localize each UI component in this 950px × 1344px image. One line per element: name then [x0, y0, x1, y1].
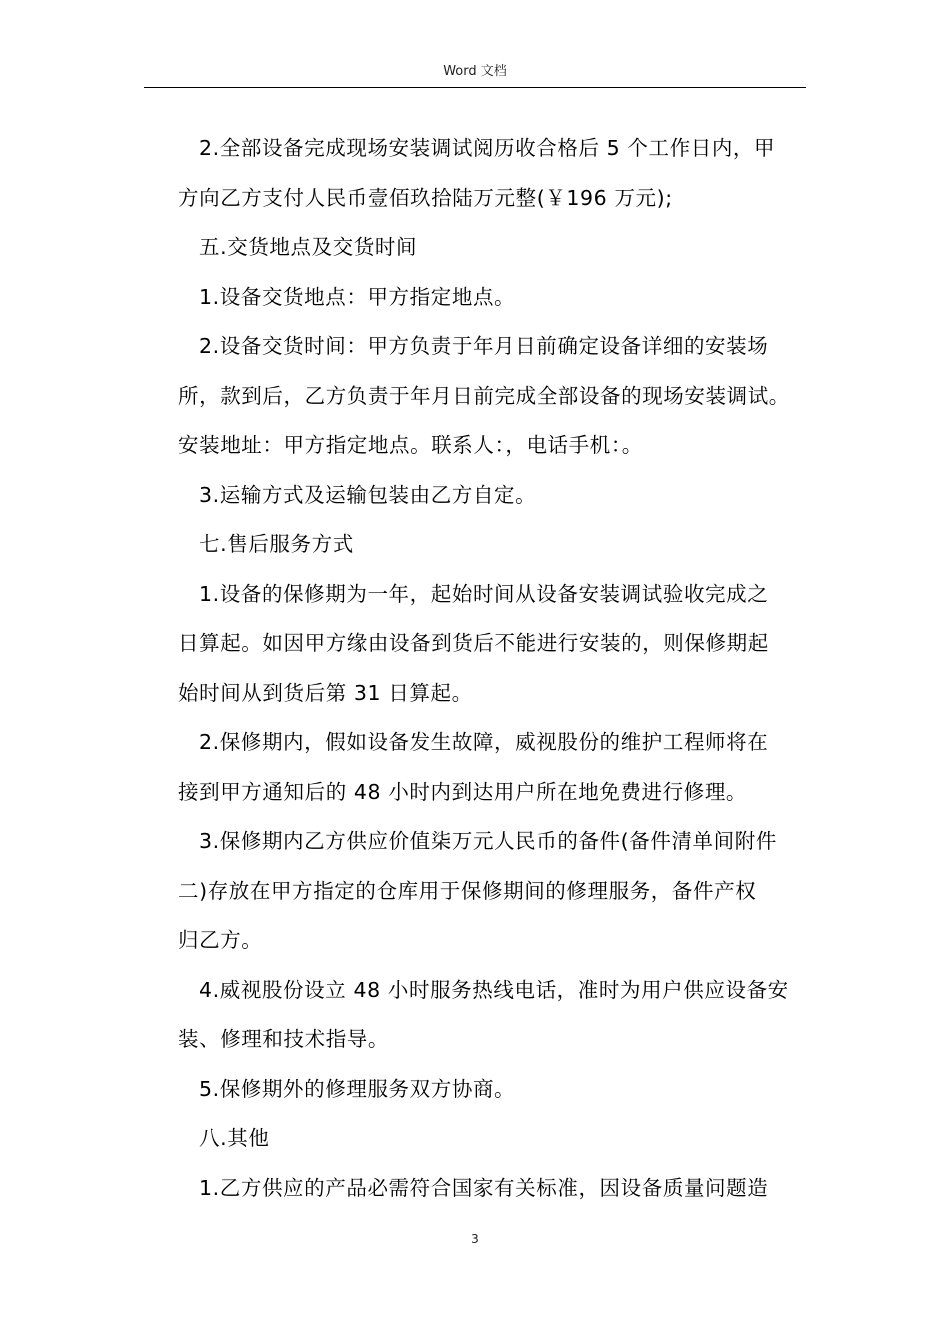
text-line: 2.设备交货时间：甲方负责于年月日前确定设备详细的安装场 — [199, 334, 769, 358]
document-header-title: Word 文档 — [443, 64, 507, 79]
text-line: 1.设备的保修期为一年，起始时间从设备安装调试验收完成之 — [199, 581, 769, 606]
text-line: 5.保修期外的修理服务双方协商。 — [199, 1076, 516, 1101]
text-line: 归乙方。 — [178, 928, 263, 952]
text-line: 3.保修期内乙方供应价值柒万元人民币的备件(备件清单间附件 — [199, 829, 777, 853]
text-line: 3.运输方式及运输包装由乙方自定。 — [199, 482, 537, 507]
text-line: 所，款到后，乙方负责于年月日前完成全部设备的现场安装调试。 — [178, 383, 790, 408]
text-line: 二)存放在甲方指定的仓库用于保修期间的修理服务，备件产权 — [178, 878, 757, 903]
text-line: 日算起。如因甲方缘由设备到货后不能进行安装的，则保修期起 — [178, 631, 769, 655]
text-line: 1.设备交货地点：甲方指定地点。 — [199, 284, 516, 309]
text-line: 4.威视股份设立 48 小时服务热线电话，准时为用户供应设备安 — [199, 977, 789, 1002]
header-divider — [144, 87, 806, 88]
text-line: 八.其他 — [199, 1126, 270, 1150]
text-line: 1.乙方供应的产品必需符合国家有关标准，因设备质量问题造 — [199, 1175, 769, 1200]
text-line: 方向乙方支付人民币壹佰玖拾陆万元整(￥196 万元); — [178, 185, 673, 210]
text-line: 2.全部设备完成现场安装调试阅历收合格后 5 个工作日内，甲 — [199, 136, 776, 160]
text-line: 接到甲方通知后的 48 小时内到达用户所在地免费进行修理。 — [178, 779, 748, 804]
text-line: 五.交货地点及交货时间 — [199, 235, 418, 259]
document-body — [178, 124, 818, 1213]
text-line: 七.售后服务方式 — [199, 532, 354, 556]
text-line: 装、修理和技术指导。 — [178, 1027, 389, 1051]
text-line: 安装地址：甲方指定地点。联系人：，电话手机：。 — [178, 433, 643, 457]
text-line: 2.保修期内，假如设备发生故障，威视股份的维护工程师将在 — [199, 730, 769, 754]
page-number: 3 — [471, 1232, 479, 1246]
text-line: 始时间从到货后第 31 日算起。 — [178, 680, 473, 705]
